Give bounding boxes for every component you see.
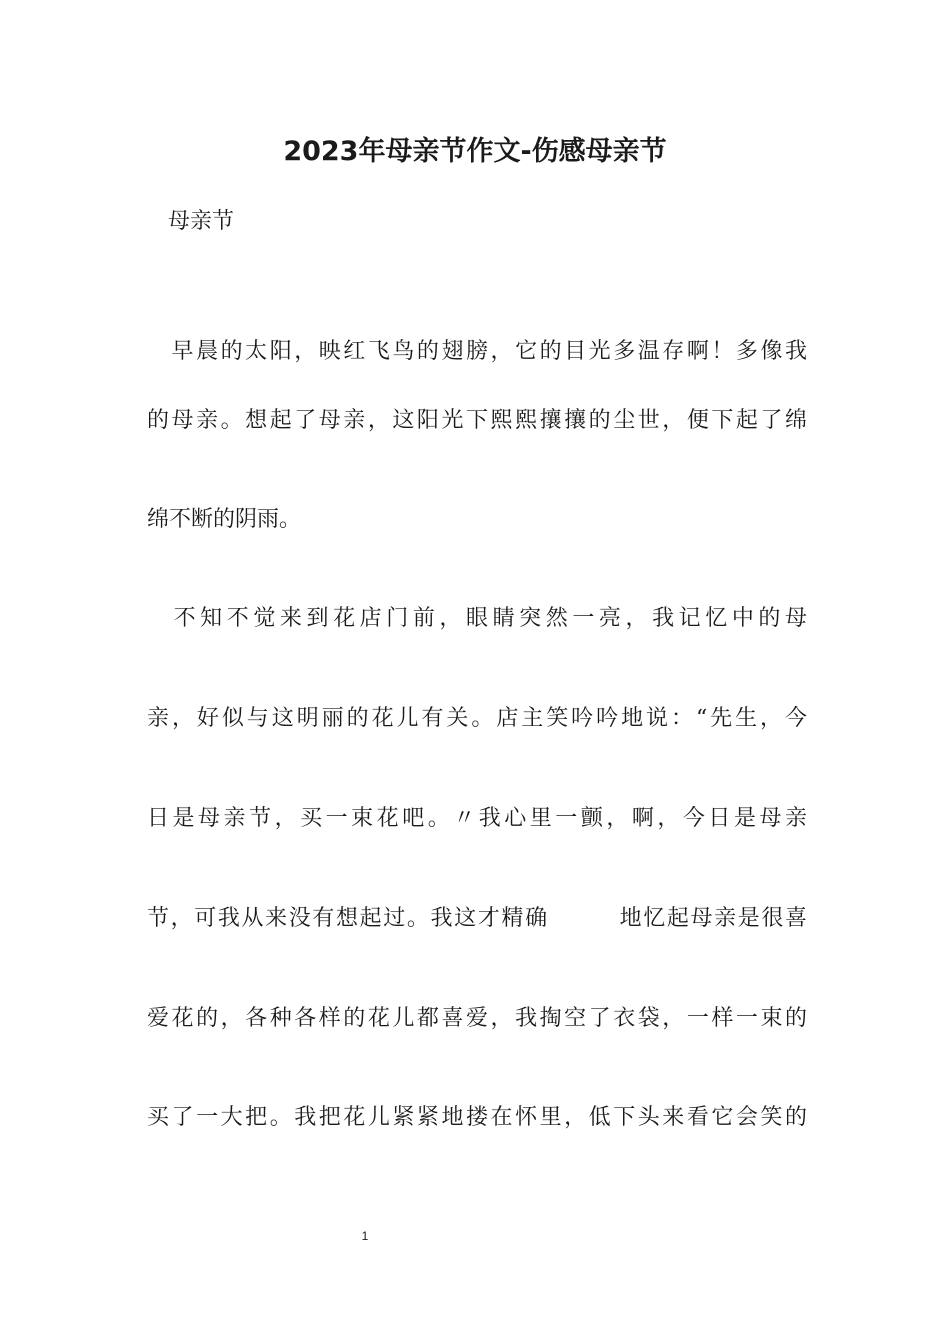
document-subtitle: 母亲节 <box>168 209 235 234</box>
body-line-1: 早晨的太阳，映红飞鸟的翅膀，它的目光多温存啊！多像我 <box>147 339 807 364</box>
body-line-8: 爱花的，各种各样的花儿都喜爱，我掏空了衣袋，一样一束的 <box>147 1006 807 1031</box>
body-line-9: 买了一大把。我把花儿紧紧地搂在怀里，低下头来看它会笑的 <box>147 1105 807 1130</box>
body-line-3: 绵不断的阴雨。 <box>147 507 302 532</box>
body-line-4: 不知不觉来到花店门前，眼睛突然一亮，我记忆中的母 <box>147 606 807 631</box>
body-line-5: 亲，好似与这明丽的花儿有关。店主笑吟吟地说：“先生，今 <box>147 706 807 731</box>
page-number: 1 <box>361 1229 369 1243</box>
body-line-6: 日是母亲节，买一束花吧。〃我心里一颤，啊，今日是母亲 <box>147 806 807 831</box>
document-title: 2023年母亲节作文-伤感母亲节 <box>283 136 667 167</box>
body-line-2: 的母亲。想起了母亲，这阳光下熙熙攘攘的尘世，便下起了绵 <box>147 408 807 433</box>
body-line-7: 节，可我从来没有想起过。我这才精确 地忆起母亲是很喜 <box>147 906 807 931</box>
